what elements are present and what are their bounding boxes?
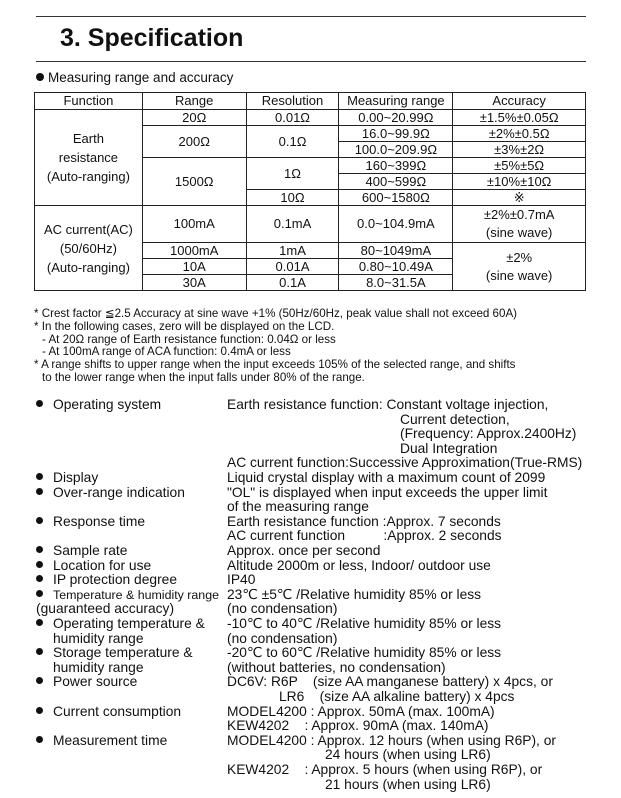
spec-value: KEW4202 : Approx. 5 hours (when using R6P), or — [227, 762, 543, 777]
spec-value: MODEL4200 : Approx. 50mA (max. 100mA) — [227, 703, 495, 719]
spec-value: MODEL4200 : Approx. 12 hours (when using R6P), or — [227, 732, 556, 748]
resolution-cell: 0.1Ω — [246, 126, 339, 158]
range-cell: 10A — [142, 259, 246, 275]
note-line: - At 100mA range of ACA function: 0.4mA or less — [42, 345, 291, 359]
bullet-icon — [36, 517, 43, 524]
note-line: to the lower range when the input falls under 80% of the range. — [42, 370, 365, 384]
measuring-cell: 80~1049mA — [339, 243, 453, 259]
spec-value: (no condensation) — [227, 630, 338, 646]
spec-value: Liquid crystal display with a maximum count of 2099 — [227, 470, 546, 485]
measuring-cell: 0.0~104.9mA — [339, 206, 453, 243]
spec-label-power: Power source — [36, 675, 137, 690]
measuring-cell: 0.00~20.99Ω — [339, 110, 453, 126]
header-cell: Range — [142, 93, 246, 110]
resolution-cell: 0.01Ω — [246, 110, 339, 126]
header-cell: Resolution — [246, 93, 339, 110]
measuring-cell: 100.0~209.9Ω — [339, 142, 453, 158]
header-cell: Measuring range — [339, 93, 453, 110]
bullet-icon — [36, 561, 43, 568]
measuring-cell: 600~1580Ω — [339, 190, 453, 206]
range-cell: 1500Ω — [142, 158, 246, 206]
spec-label-response: Response time — [36, 515, 145, 530]
bullet-icon — [36, 619, 43, 626]
measuring-cell: 160~399Ω — [339, 158, 453, 174]
spec-label-mtime: Measurement time — [36, 734, 167, 749]
title-underline — [36, 61, 586, 62]
resolution-cell: 0.1A — [246, 275, 339, 291]
spec-label-stemp: Storage temperature & — [36, 646, 193, 661]
bullet-icon — [36, 677, 43, 684]
spec-value: 23℃ ±5℃ /Relative humidity 85% or less — [227, 586, 482, 602]
bullet-icon — [36, 488, 43, 495]
note-line: * Crest factor ≦2.5 Accuracy at sine wave +1% (50Hz/60Hz, peak value shall not exceed 60A) — [34, 307, 518, 320]
range-cell: 200Ω — [142, 126, 246, 158]
spec-label-display: Display — [36, 471, 98, 486]
top-rule — [36, 16, 586, 17]
resolution-cell: 0.1mA — [246, 206, 339, 243]
accuracy-cell: ±2% (sine wave) — [453, 243, 586, 291]
spec-value: KEW4202 : Approx. 90mA (max. 140mA) — [227, 718, 489, 734]
bullet-icon — [36, 648, 43, 655]
spec-value: Earth resistance function :Approx. 7 seconds — [227, 513, 501, 529]
measuring-cell: 0.80~10.49A — [339, 259, 453, 275]
bullet-icon — [36, 590, 43, 597]
bullet-icon — [36, 73, 44, 81]
header-cell: Accuracy — [453, 93, 586, 110]
spec-value: 24 hours (when using LR6) — [325, 747, 491, 763]
measuring-cell: 16.0~99.9Ω — [339, 126, 453, 142]
range-cell: 30A — [142, 275, 246, 291]
table-row — [35, 110, 586, 126]
spec-value: (no condensation) — [227, 601, 338, 617]
spec-value: Dual Integration — [400, 440, 498, 456]
spec-label-temp-sub: (guaranteed accuracy) — [36, 601, 175, 617]
spec-label-operating: Operating system — [36, 398, 161, 413]
accuracy-cell: ±2%±0.5Ω — [453, 126, 586, 142]
spec-value: AC current function :Approx. 2 seconds — [227, 528, 502, 544]
resolution-cell: 1mA — [246, 243, 339, 259]
bullet-icon — [36, 400, 43, 407]
note-line: - At 20Ω range of Earth resistance function: 0.04Ω or less — [42, 332, 336, 346]
spec-label-sample: Sample rate — [36, 544, 127, 559]
spec-label-temp: Temperature & humidity range — [36, 588, 219, 603]
range-cell: 20Ω — [142, 110, 246, 126]
bullet-icon — [36, 575, 43, 582]
accuracy-cell: ±10%±10Ω — [453, 174, 586, 190]
table-header-row — [35, 93, 586, 110]
range-cell: 1000mA — [142, 243, 246, 259]
accuracy-cell: ±1.5%±0.05Ω — [453, 110, 586, 126]
spec-value: Approx. once per second — [227, 543, 381, 558]
table-notes — [34, 308, 594, 385]
spec-value: -10℃ to 40℃ /Relative humidity 85% or less — [227, 616, 502, 631]
accuracy-cell: ±5%±5Ω — [453, 158, 586, 174]
spec-value: LR6 (size AA alkaline battery) x 4pcs — [279, 689, 515, 704]
note-line: * A range shifts to upper range when the input exceeds 105% of the selected range, and shifts — [34, 358, 516, 372]
spec-label-ip: IP protection degree — [36, 573, 177, 588]
bullet-icon — [36, 707, 43, 714]
spec-value: Altitude 2000m or less, Indoor/ outdoor use — [227, 557, 491, 573]
spec-value: Earth resistance function: Constant voltage injection, — [227, 397, 549, 412]
bullet-icon — [36, 546, 43, 553]
accuracy-cell: ±2%±0.7mA (sine wave) — [453, 206, 586, 243]
ac-function-cell: AC current(AC) (50/60Hz) (Auto-ranging) — [35, 206, 143, 291]
spec-label-location: Location for use — [36, 559, 151, 574]
spec-value: 21 hours (when using LR6) — [325, 776, 491, 792]
spec-value: "OL" is displayed when input exceeds the upper limit — [227, 484, 548, 500]
accuracy-cell: ±3%±2Ω — [453, 142, 586, 158]
bullet-icon — [36, 736, 43, 743]
header-cell: Function — [35, 93, 143, 110]
earth-function-cell: Earth resistance (Auto-ranging) — [35, 110, 143, 206]
spec-table — [34, 92, 586, 291]
spec-value: DC6V: R6P (size AA manganese battery) x 4pcs, or — [227, 674, 553, 690]
section-heading: Measuring range and accuracy — [36, 70, 233, 85]
table-row — [35, 206, 586, 243]
spec-label-stemp-sub: humidity range — [53, 659, 144, 675]
resolution-cell: 10Ω — [246, 190, 339, 206]
spec-value: -20℃ to 60℃ /Relative humidity 85% or less — [227, 645, 502, 661]
measuring-cell: 400~599Ω — [339, 174, 453, 190]
spec-label-consumption: Current consumption — [36, 705, 181, 720]
note-line: * In the following cases, zero will be displayed on the LCD. — [34, 319, 335, 333]
range-cell: 100mA — [142, 206, 246, 243]
spec-value: (without batteries, no condensation) — [227, 659, 446, 675]
spec-value: AC current function:Successive Approximation(True-RMS) — [227, 455, 583, 471]
bullet-icon — [36, 473, 43, 480]
resolution-cell: 1Ω — [246, 158, 339, 190]
spec-label-optemp-sub: humidity range — [53, 630, 144, 646]
page-title: 3. Specification — [60, 24, 244, 52]
spec-label-optemp: Operating temperature & — [36, 617, 205, 632]
resolution-cell: 0.01A — [246, 259, 339, 275]
spec-label-overrange: Over-range indication — [36, 486, 185, 501]
accuracy-cell: ※ — [453, 190, 586, 206]
spec-value: Current detection, — [400, 411, 510, 427]
measuring-cell: 8.0~31.5A — [339, 275, 453, 291]
spec-value: (Frequency: Approx.2400Hz) — [400, 426, 577, 442]
spec-value: of the measuring range — [227, 499, 369, 515]
spec-value: IP40 — [227, 572, 256, 588]
